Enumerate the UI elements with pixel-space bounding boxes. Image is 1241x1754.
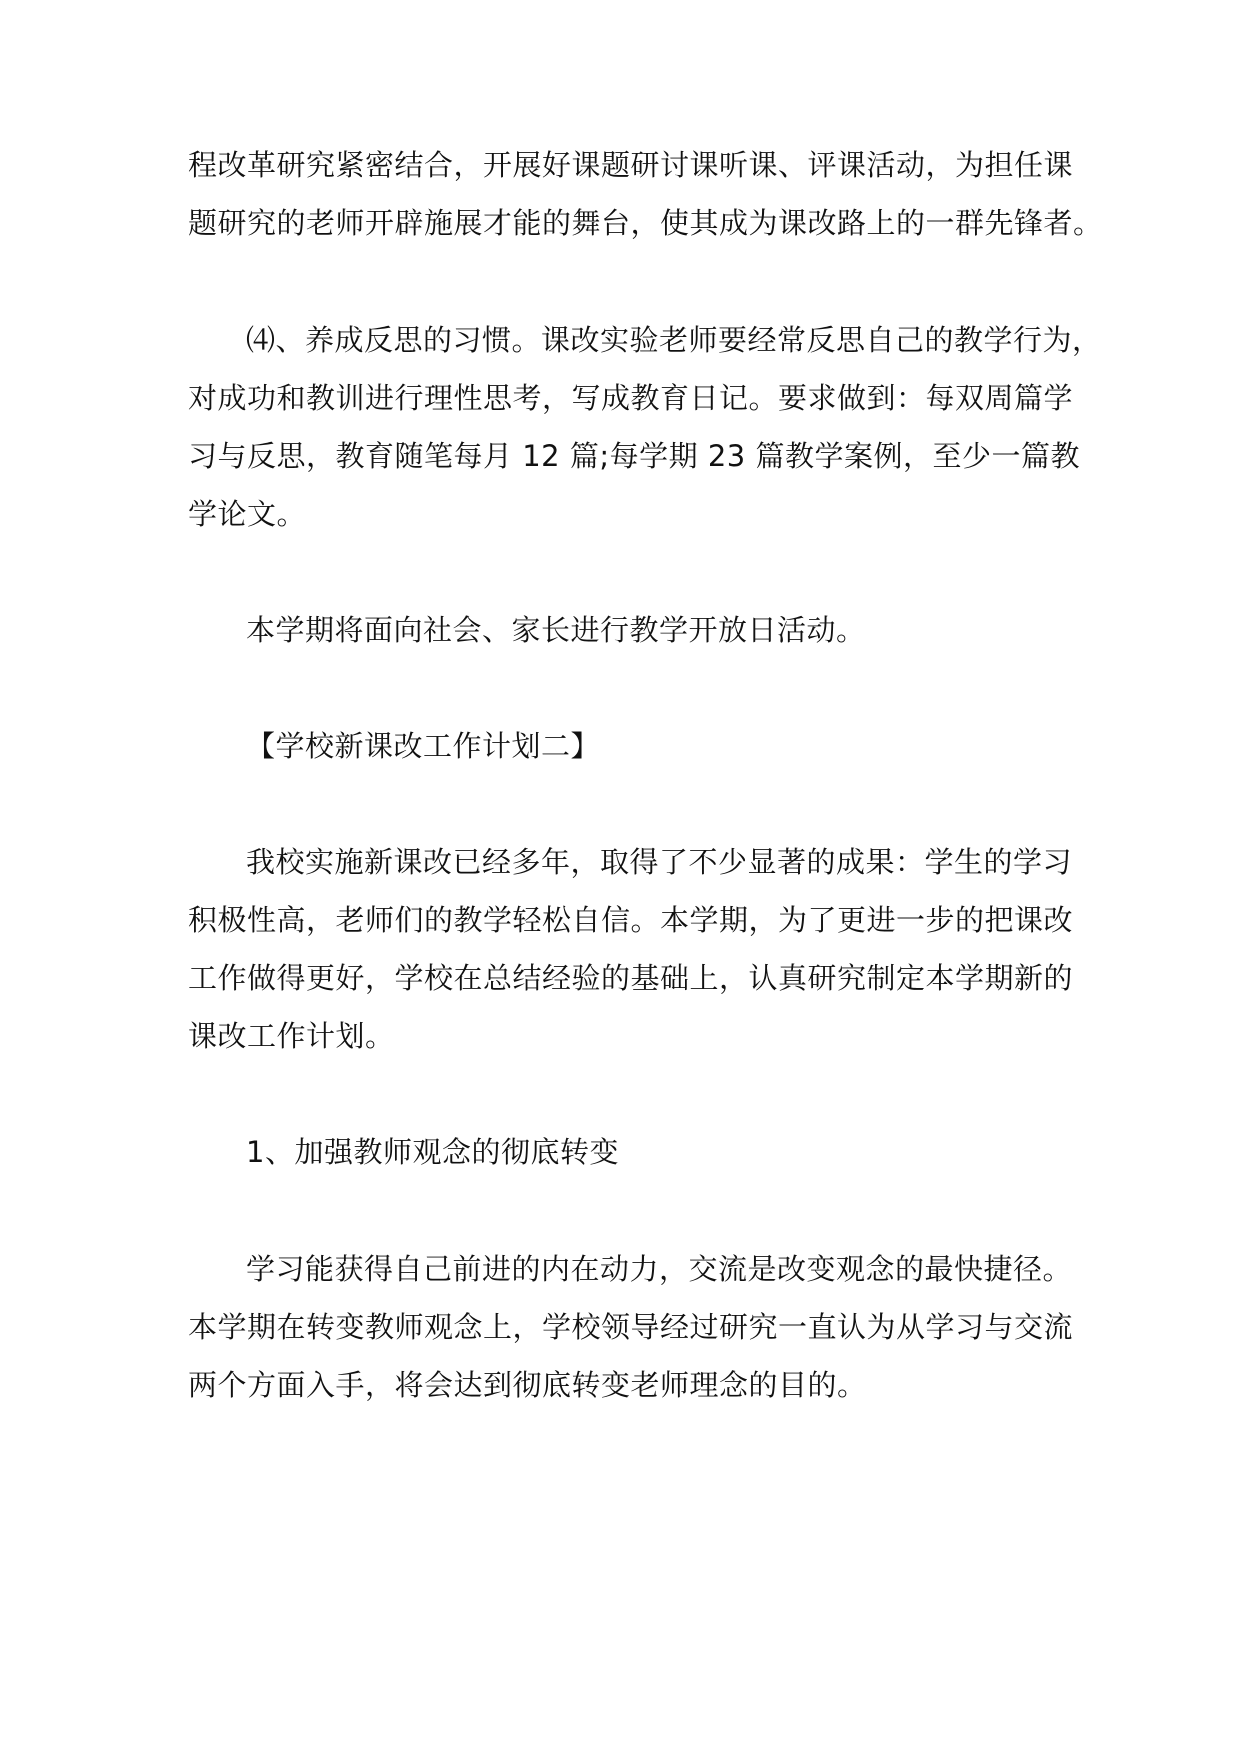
paragraph-5-line-2: 本学期在转变教师观念上，学校领导经过研究一直认为从学习与交流 xyxy=(188,1310,1074,1344)
paragraph-3-line-1: 本学期将面向社会、家长进行教学开放日活动。 xyxy=(246,613,866,647)
paragraph-2-line-3: 习与反思，教育随笔每月 12 篇;每学期 23 篇教学案例，至少一篇教 xyxy=(188,439,1080,473)
paragraph-4-line-1: 我校实施新课改已经多年，取得了不少显著的成果：学生的学习 xyxy=(246,845,1073,879)
section-heading: 【学校新课改工作计划二】 xyxy=(246,729,601,763)
subheading-1: 1、加强教师观念的彻底转变 xyxy=(246,1135,619,1169)
paragraph-5-line-1: 学习能获得自己前进的内在动力，交流是改变观念的最快捷径。 xyxy=(246,1252,1073,1286)
paragraph-1-line-2: 题研究的老师开辟施展才能的舞台，使其成为课改路上的一群先锋者。 xyxy=(188,206,1103,240)
paragraph-4-line-4: 课改工作计划。 xyxy=(188,1019,395,1053)
paragraph-2-line-1: ⑷、养成反思的习惯。课改实验老师要经常反思自己的教学行为， xyxy=(246,323,1102,357)
paragraph-2-line-4: 学论文。 xyxy=(188,497,307,531)
paragraph-5-line-3: 两个方面入手，将会达到彻底转变老师理念的目的。 xyxy=(188,1368,867,1402)
paragraph-4-line-2: 积极性高，老师们的教学轻松自信。本学期，为了更进一步的把课改 xyxy=(188,903,1074,937)
paragraph-4-line-3: 工作做得更好，学校在总结经验的基础上，认真研究制定本学期新的 xyxy=(188,961,1074,995)
paragraph-1-line-1: 程改革研究紧密结合，开展好课题研讨课听课、评课活动，为担任课 xyxy=(188,148,1074,182)
paragraph-2-line-2: 对成功和教训进行理性思考，写成教育日记。要求做到：每双周篇学 xyxy=(188,381,1074,415)
